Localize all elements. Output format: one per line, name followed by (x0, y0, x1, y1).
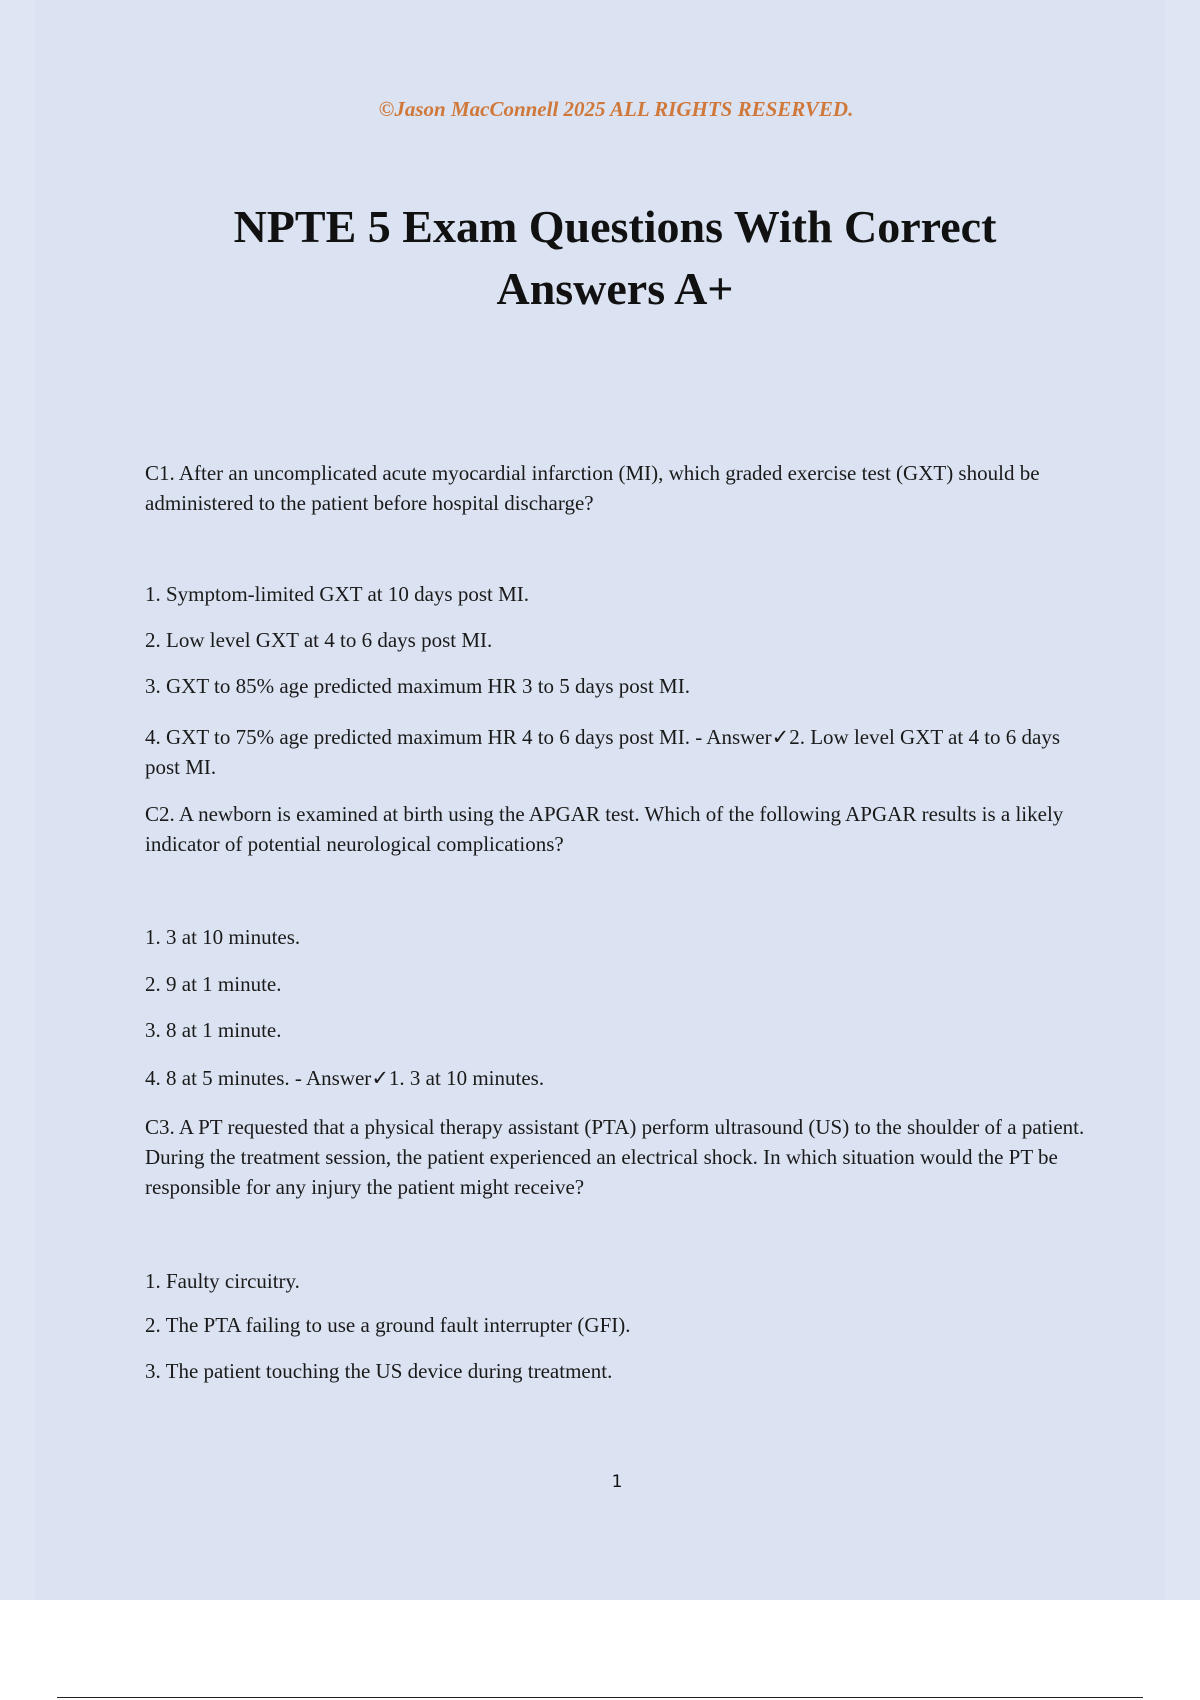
question-c3-stem: C3. A PT requested that a physical therapy assistant (PTA) perform ultrasound (US) to the shoulder of a patient. During the treatment session, the patient experienced an electrical shock. In which situation would the PT be responsible for any injury the patient might receive? (145, 1115, 1085, 1199)
copyright-notice: ©Jason MacConnell 2025 ALL RIGHTS RESERVED. (378, 97, 854, 121)
question-c2-option-4: 4. 8 at 5 minutes. - Answer (145, 1066, 372, 1090)
question-c1-option-3: 3. GXT to 85% age predicted maximum HR 3 to 5 days post MI. (145, 674, 690, 698)
page-edge-shade-left (0, 0, 35, 1600)
check-icon: ✓ (771, 725, 790, 749)
question-c3-option-1: 1. Faulty circuitry. (145, 1269, 300, 1293)
question-c2-option-1: 1. 3 at 10 minutes. (145, 925, 301, 949)
question-c1-option-4: 4. GXT to 75% age predicted maximum HR 4 to 6 days post MI. - Answer (145, 725, 772, 749)
question-c2-option-3: 3. 8 at 1 minute. (145, 1018, 282, 1042)
question-c2-stem: C2. A newborn is examined at birth using the APGAR test. Which of the following APGAR results is a likely indicator of potential neurological complications? (145, 802, 1064, 856)
question-c1-option-4-answer (145, 722, 1095, 782)
check-icon: ✓ (371, 1066, 389, 1090)
page-number: 1 (611, 1472, 623, 1492)
page-edge-shade-right (1165, 0, 1200, 1600)
question-c1-answer: 2. Low level GXT at 4 to 6 days post MI. (145, 725, 1061, 779)
question-c2-option-4-answer (145, 1063, 1095, 1093)
question-c3-option-3: 3. The patient touching the US device during treatment. (145, 1359, 613, 1383)
question-c1-option-2: 2. Low level GXT at 4 to 6 days post MI. (145, 628, 493, 652)
question-c1-option-1: 1. Symptom-limited GXT at 10 days post MI. (145, 582, 530, 606)
question-c2-answer: 1. 3 at 10 minutes. (388, 1066, 545, 1090)
footer-divider (57, 1697, 1143, 1698)
document-title: NPTE 5 Exam Questions With Correct Answers A+ (233, 201, 997, 314)
question-c2-option-2: 2. 9 at 1 minute. (145, 972, 282, 996)
question-c3-option-2: 2. The PTA failing to use a ground fault interrupter (GFI). (145, 1313, 631, 1337)
question-c1-stem: C1. After an uncomplicated acute myocardial infarction (MI), which graded exercise test (GXT) should be administered to the patient before hospital discharge? (145, 461, 1040, 515)
